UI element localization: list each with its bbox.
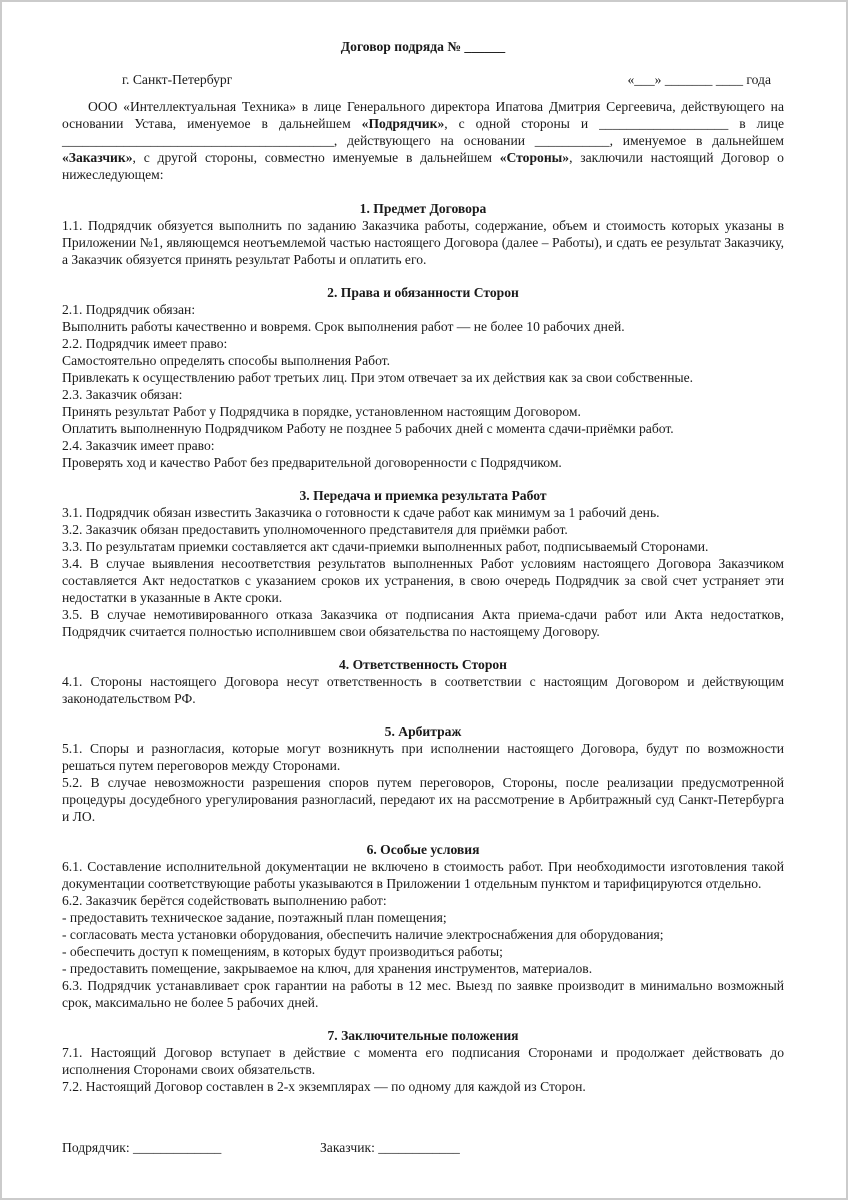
section-clause: 3.1. Подрядчик обязан известить Заказчика о готовности к сдаче работ как минимум за 1 рабочий день.	[62, 505, 660, 520]
date-placeholder: «___» _______ ____ года	[627, 72, 771, 87]
section-clause: 1.1. Подрядчик обязуется выполнить по заданию Заказчика работы, содержание, объем и стоимость которых указаны в Приложении №1, являющемся неотъемлемой частью настоящего Договора (далее – Работы), и сдать ее результат Заказчику, а Заказчик обязуется принять результат Работы и оплатить его.	[62, 218, 784, 267]
section-clause: 6.2. Заказчик берётся содействовать выполнению работ:	[62, 893, 387, 908]
contractor-signature: Подрядчик: _____________	[62, 1140, 222, 1155]
section-clause: - предоставить техническое задание, поэтажный план помещения;	[62, 910, 447, 925]
section-heading: 1. Предмет Договора	[359, 201, 487, 216]
contract-sections	[62, 200, 784, 1095]
section-clause: Выполнить работы качественно и вовремя. Срок выполнения работ — не более 10 рабочих дней.	[62, 319, 625, 334]
section-clause: 6.3. Подрядчик устанавливает срок гарантии на работы в 12 мес. Выезд по заявке производит в минимально возможный срок, максимально не более 5 рабочих дней.	[62, 978, 784, 1010]
document-title: Договор подряда № ______	[340, 39, 506, 54]
section-clause: 2.2. Подрядчик имеет право:	[62, 336, 228, 351]
section-clause: 7.1. Настоящий Договор вступает в действие с момента его подписания Сторонами и продолжает действовать до исполнения Сторонами своих обязательств.	[62, 1045, 784, 1077]
section-heading: 2. Права и обязанности Сторон	[327, 285, 519, 300]
document-page	[62, 38, 784, 1156]
intro-text-1: ООО «Интеллектуальная Техника» в лице Генерального директора Ипатова Дмитрия Сергеевича, действующего на основании Устава, именуемое в дальнейшем	[62, 99, 784, 131]
section-clause: 2.1. Подрядчик обязан:	[62, 302, 196, 317]
section-clause: Принять результат Работ у Подрядчика в порядке, установленном настоящим Договором.	[62, 404, 581, 419]
customer-signature: Заказчик: ____________	[320, 1140, 460, 1155]
section-heading: 4. Ответственность Сторон	[338, 657, 508, 672]
section-heading: 3. Передача и приемка результата Работ	[299, 488, 547, 503]
section-clause: - предоставить помещение, закрываемое на ключ, для хранения инструментов, материалов.	[62, 961, 593, 976]
intro-text-4: , заключили настоящий Договор о нижеследующем:	[62, 150, 784, 182]
section-clause: Оплатить выполненную Подрядчиком Работу не позднее 5 рабочих дней с момента сдачи-приёмки работ.	[62, 421, 674, 436]
section-clause: 7.2. Настоящий Договор составлен в 2-х экземплярах — по одному для каждой из Сторон.	[62, 1079, 586, 1094]
intro-paragraph	[62, 98, 784, 183]
section-clause: - обеспечить доступ к помещениям, в которых будут производиться работы;	[62, 944, 503, 959]
section-clause: 4.1. Стороны настоящего Договора несут ответственность в соответствии с настоящим Договором и действующим законодательством РФ.	[62, 674, 784, 706]
section-clause: 5.2. В случае невозможности разрешения споров путем переговоров, Стороны, после реализации предусмотренной процедуры досудебного урегулирования разногласий, передают их на рассмотрение в Арбитражный суд Санкт-Петербурга и ЛО.	[62, 775, 784, 824]
signature-row	[62, 1139, 784, 1156]
section-clause: 5.1. Споры и разногласия, которые могут возникнуть при исполнении настоящего Договора, будут по возможности решаться путем переговоров между Сторонами.	[62, 741, 784, 773]
section-heading: 6. Особые условия	[366, 842, 480, 857]
section-clause: Проверять ход и качество Работ без предварительной договоренности с Подрядчиком.	[62, 455, 562, 470]
section-heading: 5. Арбитраж	[384, 724, 462, 739]
section-clause: 6.1. Составление исполнительной документации не включено в стоимость работ. При необходимости изготовления такой документации соответствующие работы указываются в Приложении 1 отдельным пунктом и тарифицируются отдельно.	[62, 859, 784, 891]
place-date-row	[62, 71, 784, 88]
intro-text-3: , с другой стороны, совместно именуемые в дальнейшем	[132, 150, 500, 165]
section-clause: 3.3. По результатам приемки составляется акт сдачи-приемки выполненных работ, подписываемый Сторонами.	[62, 539, 709, 554]
section-clause: - согласовать места установки оборудования, обеспечить наличие электроснабжения для оборудования;	[62, 927, 664, 942]
intro-text-2: , с одной стороны и ___________________ в лице ________________________________________, действующего на основании ___________, именуемое в дальнейшем	[62, 116, 784, 148]
parties-term: «Стороны»	[499, 150, 570, 165]
section-clause: 3.5. В случае немотивированного отказа Заказчика от подписания Акта приема-сдачи работ или Акта недостатков, Подрядчик считается полностью исполнившем свои обязательства по настоящему Договору.	[62, 607, 784, 639]
section-clause: 2.4. Заказчик имеет право:	[62, 438, 215, 453]
section-clause: 2.3. Заказчик обязан:	[62, 387, 183, 402]
section-clause: 3.4. В случае выявления несоответствия результатов выполненных Работ условиям настоящего Договора Заказчиком составляется Акт недостатков с указанием сроков их устранения, в свою очередь Подрядчик за свой счет устраняет эти недостатки в указанные в Акте сроки.	[62, 556, 784, 605]
section-clause: 3.2. Заказчик обязан предоставить уполномоченного представителя для приёмки работ.	[62, 522, 568, 537]
section-clause: Привлекать к осуществлению работ третьих лиц. При этом отвечает за их действия как за свои собственные.	[62, 370, 694, 385]
section-clause: Самостоятельно определять способы выполнения Работ.	[62, 353, 391, 368]
city: г. Санкт-Петербург	[122, 72, 233, 87]
contractor-term: «Подрядчик»	[361, 116, 445, 131]
section-heading: 7. Заключительные положения	[327, 1028, 519, 1043]
customer-term: «Заказчик»	[62, 150, 133, 165]
